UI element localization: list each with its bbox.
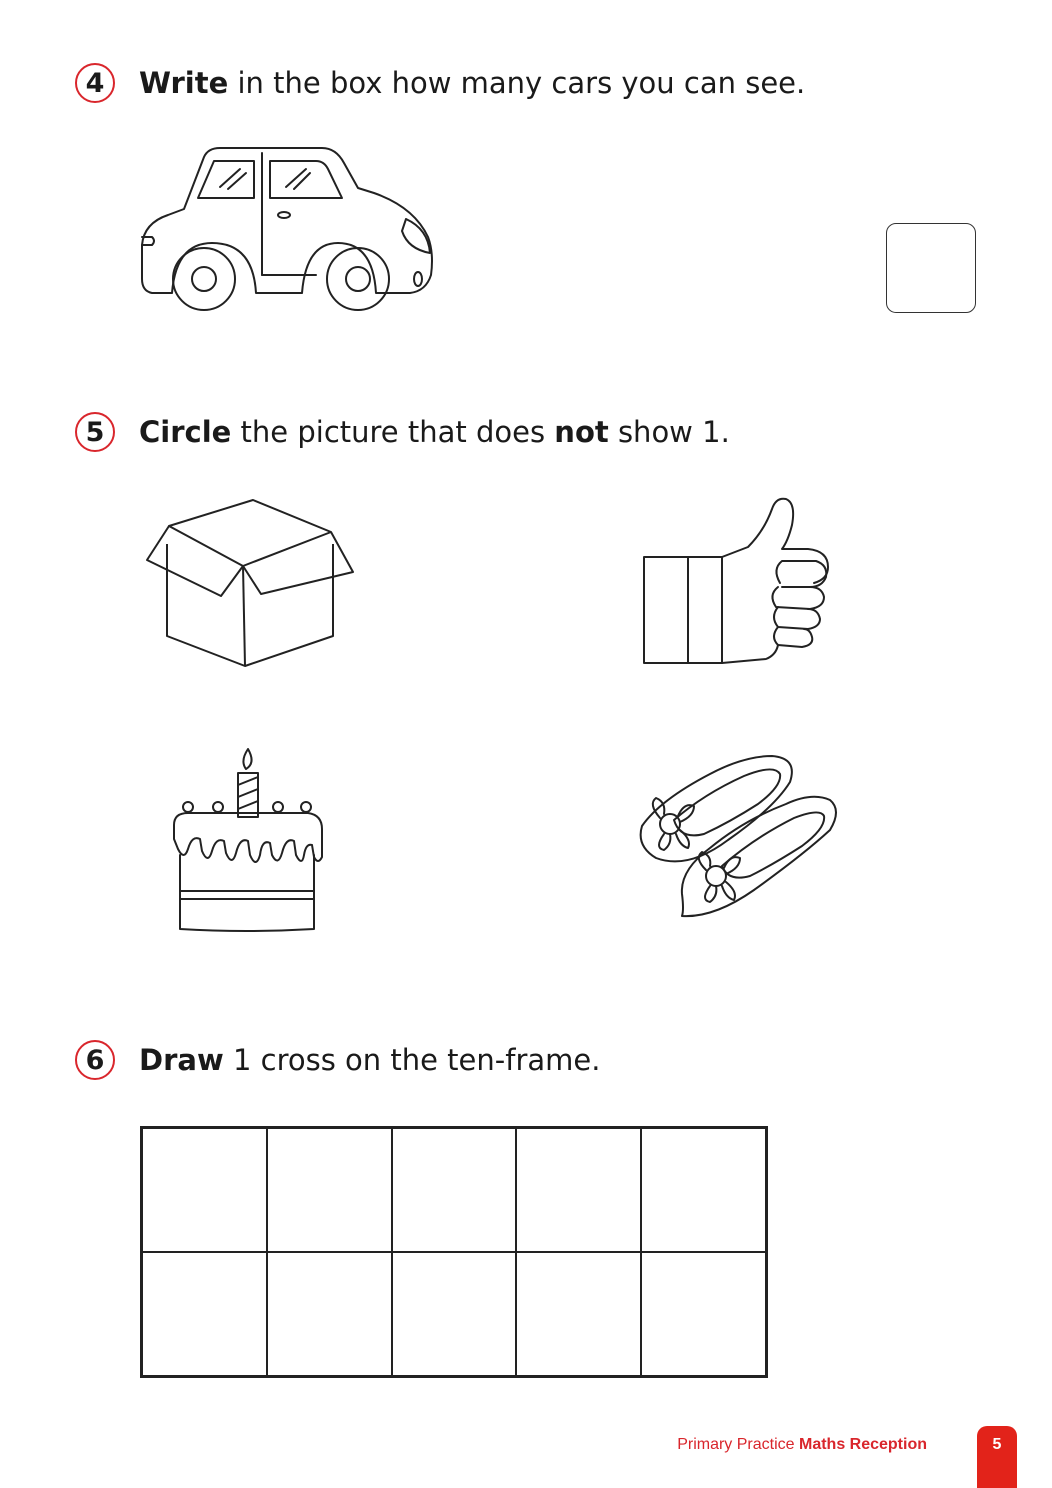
question-rest: 1 cross on the ten-frame.	[223, 1043, 601, 1077]
ten-frame-cell[interactable]	[641, 1128, 766, 1252]
footer-series: Primary Practice	[677, 1436, 799, 1453]
question-verb: Write	[139, 66, 229, 100]
slippers-icon[interactable]	[634, 754, 840, 920]
ten-frame-cell[interactable]	[392, 1252, 517, 1376]
question-6	[75, 1040, 600, 1080]
question-rest: in the box how many cars you can see.	[228, 66, 806, 100]
ten-frame-cell[interactable]	[142, 1252, 267, 1376]
thumbs-up-icon[interactable]	[642, 495, 834, 667]
question-number: 5	[75, 412, 115, 452]
ten-frame-cell[interactable]	[267, 1252, 392, 1376]
ten-frame-cell[interactable]	[267, 1128, 392, 1252]
footer-book-title: Maths Reception	[798, 1436, 927, 1453]
question-text	[139, 1043, 600, 1077]
question-text	[139, 415, 730, 449]
ten-frame	[140, 1126, 768, 1378]
ten-frame-cell[interactable]	[516, 1128, 641, 1252]
box-icon[interactable]	[145, 496, 357, 670]
question-verb: Draw	[139, 1043, 224, 1077]
question-5	[75, 412, 730, 452]
question-verb: Circle	[139, 415, 232, 449]
car-icon	[138, 143, 438, 318]
question-text	[139, 66, 805, 100]
question-number: 6	[75, 1040, 115, 1080]
footer-title	[677, 1436, 927, 1454]
ten-frame-cell[interactable]	[392, 1128, 517, 1252]
question-rest-end: show 1.	[608, 415, 730, 449]
ten-frame-cell[interactable]	[516, 1252, 641, 1376]
question-rest: the picture that does	[231, 415, 555, 449]
page-number: 5	[977, 1426, 1017, 1488]
ten-frame-cell[interactable]	[142, 1128, 267, 1252]
question-emphasis: not	[554, 415, 609, 449]
answer-box[interactable]	[886, 223, 976, 313]
question-number: 4	[75, 63, 115, 103]
birthday-cake-icon[interactable]	[166, 745, 328, 935]
question-4	[75, 63, 805, 103]
ten-frame-cell[interactable]	[641, 1252, 766, 1376]
